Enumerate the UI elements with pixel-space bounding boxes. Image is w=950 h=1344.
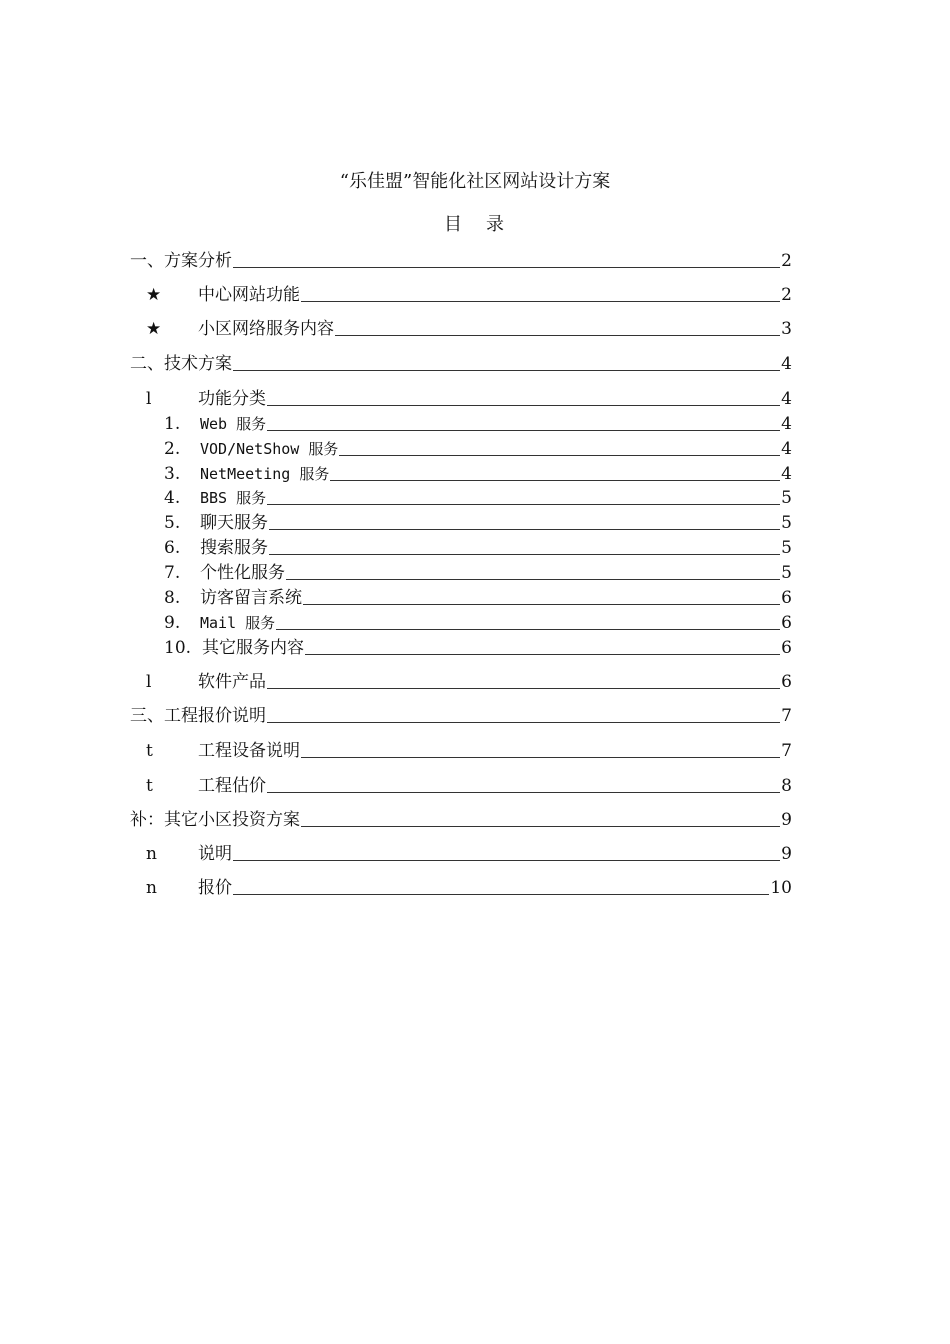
toc-page-number: 4 bbox=[781, 439, 792, 459]
toc-entry-label: 报价 bbox=[198, 878, 232, 898]
toc-entry-label: 补：其它小区投资方案 bbox=[130, 810, 300, 830]
toc-page-number: 4 bbox=[781, 414, 792, 434]
toc-leader bbox=[305, 653, 780, 655]
toc-entry-label: 聊天服务 bbox=[200, 513, 268, 533]
toc-entry-label: BBS 服务 bbox=[200, 489, 267, 507]
toc-leader bbox=[233, 266, 780, 268]
toc-bullet: l bbox=[146, 389, 152, 409]
toc-entry-label: NetMeeting 服务 bbox=[200, 465, 330, 483]
toc-page-number: 8 bbox=[781, 776, 792, 796]
toc-number: 9. bbox=[164, 613, 181, 633]
toc-heading-char-1: 目 bbox=[444, 214, 464, 235]
toc-number: 6. bbox=[164, 538, 181, 558]
toc-number: 3. bbox=[164, 464, 181, 484]
toc-page-number: 2 bbox=[781, 285, 792, 305]
toc-leader bbox=[330, 479, 780, 481]
toc-page-number: 5 bbox=[781, 563, 792, 583]
toc-page-number: 2 bbox=[781, 251, 792, 271]
toc-entry[interactable] bbox=[146, 388, 792, 410]
toc-entry-label: 搜索服务 bbox=[200, 538, 268, 558]
toc-bullet: n bbox=[146, 844, 157, 864]
toc-leader bbox=[301, 825, 780, 827]
toc-leader bbox=[286, 578, 780, 580]
toc-leader bbox=[233, 893, 769, 895]
toc-leader bbox=[267, 429, 780, 431]
toc-number: 2. bbox=[164, 439, 181, 459]
toc-entry[interactable] bbox=[164, 587, 792, 609]
toc-entry-label: Mail 服务 bbox=[200, 614, 276, 632]
toc-number: 7. bbox=[164, 563, 181, 583]
toc-entry[interactable] bbox=[130, 250, 792, 272]
toc-entry[interactable] bbox=[130, 809, 792, 831]
toc-page-number: 5 bbox=[781, 513, 792, 533]
toc-entry-label: 功能分类 bbox=[198, 389, 266, 409]
toc-entry[interactable] bbox=[146, 671, 792, 693]
toc-leader bbox=[269, 528, 780, 530]
toc-entry-label: 二、技术方案 bbox=[130, 354, 232, 374]
toc-page-number: 9 bbox=[781, 810, 792, 830]
toc-page-number: 7 bbox=[781, 741, 792, 761]
toc-page-number: 3 bbox=[781, 319, 792, 339]
toc-page-number: 10 bbox=[770, 878, 792, 898]
toc-entry[interactable] bbox=[130, 705, 792, 727]
toc-leader bbox=[339, 454, 780, 456]
toc-entry-label: 小区网络服务内容 bbox=[198, 319, 334, 339]
toc-leader bbox=[303, 603, 780, 605]
toc-leader bbox=[267, 404, 780, 406]
toc-entry[interactable] bbox=[130, 353, 792, 375]
toc-page-number: 5 bbox=[781, 538, 792, 558]
toc-entry[interactable] bbox=[164, 512, 792, 534]
toc-page-number: 6 bbox=[781, 588, 792, 608]
toc-entry-label: 三、工程报价说明 bbox=[130, 706, 266, 726]
toc-page-number: 7 bbox=[781, 706, 792, 726]
toc-leader bbox=[276, 628, 780, 630]
toc-leader bbox=[267, 791, 780, 793]
star-bullet-icon: ★ bbox=[146, 285, 162, 305]
toc-entry[interactable] bbox=[146, 318, 792, 340]
toc-bullet: t bbox=[146, 741, 153, 761]
toc-number: 4. bbox=[164, 488, 181, 508]
toc-leader bbox=[301, 300, 780, 302]
toc-entry[interactable] bbox=[146, 284, 792, 306]
toc-entry-label: 一、方案分析 bbox=[130, 251, 232, 271]
toc-entry-label: 说明 bbox=[198, 844, 232, 864]
toc-leader bbox=[269, 553, 780, 555]
toc-page-number: 9 bbox=[781, 844, 792, 864]
star-bullet-icon: ★ bbox=[146, 319, 162, 339]
document-title: “乐佳盟”智能化社区网站设计方案 bbox=[339, 171, 611, 192]
toc-entry-label: 软件产品 bbox=[198, 672, 266, 692]
toc-entry-label: 工程估价 bbox=[198, 776, 266, 796]
toc-number: 1. bbox=[164, 414, 181, 434]
toc-bullet: n bbox=[146, 878, 157, 898]
toc-page-number: 4 bbox=[781, 464, 792, 484]
toc-entry[interactable] bbox=[164, 413, 792, 435]
toc-entry[interactable] bbox=[146, 775, 792, 797]
toc-leader bbox=[267, 503, 780, 505]
toc-page-number: 5 bbox=[781, 488, 792, 508]
toc-entry-label: 个性化服务 bbox=[200, 563, 285, 583]
toc-page-number: 6 bbox=[781, 672, 792, 692]
toc-leader bbox=[233, 859, 780, 861]
toc-entry[interactable] bbox=[164, 463, 792, 485]
toc-page-number: 4 bbox=[781, 354, 792, 374]
toc-entry-label: 其它服务内容 bbox=[202, 638, 304, 658]
toc-entry-label: Web 服务 bbox=[200, 415, 267, 433]
toc-leader bbox=[335, 334, 780, 336]
toc-leader bbox=[267, 687, 780, 689]
toc-page-number: 4 bbox=[781, 389, 792, 409]
toc-entry[interactable] bbox=[164, 438, 792, 460]
toc-entry[interactable] bbox=[164, 537, 792, 559]
toc-number: 8. bbox=[164, 588, 181, 608]
toc-entry[interactable] bbox=[164, 487, 792, 509]
toc-number: 5. bbox=[164, 513, 181, 533]
toc-page-number: 6 bbox=[781, 613, 792, 633]
toc-heading-char-2: 录 bbox=[486, 214, 506, 235]
toc-leader bbox=[233, 369, 780, 371]
toc-entry[interactable] bbox=[164, 562, 792, 584]
toc-bullet: l bbox=[146, 672, 152, 692]
toc-entry[interactable] bbox=[146, 843, 792, 865]
toc-entry[interactable] bbox=[164, 612, 792, 634]
toc-leader bbox=[301, 756, 780, 758]
toc-leader bbox=[267, 721, 780, 723]
toc-entry[interactable] bbox=[164, 637, 792, 659]
toc-entry-label: 工程设备说明 bbox=[198, 741, 300, 761]
toc-heading bbox=[0, 213, 950, 237]
toc-bullet: t bbox=[146, 776, 153, 796]
toc-entry-label: VOD/NetShow 服务 bbox=[200, 440, 339, 458]
toc-number: 10. bbox=[164, 638, 192, 658]
toc-entry[interactable] bbox=[146, 740, 792, 762]
toc-entry-label: 访客留言系统 bbox=[200, 588, 302, 608]
toc-entry[interactable] bbox=[146, 877, 792, 899]
toc-page-number: 6 bbox=[781, 638, 792, 658]
toc-entry-label: 中心网站功能 bbox=[198, 285, 300, 305]
